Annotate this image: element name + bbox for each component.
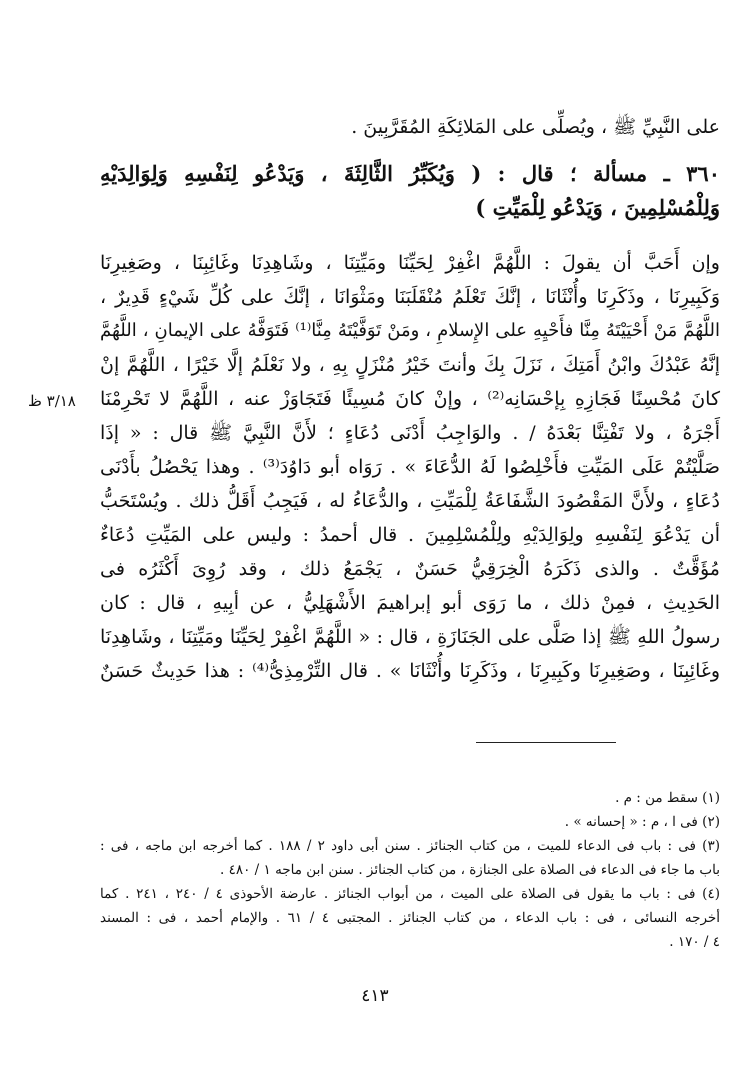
issue-heading-line-2: وَلِلْمُسْلِمِينَ ، وَيَدْعُو لِلْمَيِّتِ ) (475, 195, 720, 220)
text-line-1: على النَّبِيِّ ﷺ ، ويُصلِّى على المَلائِكَةِ المُقَرَّبِينَ . (351, 116, 720, 138)
text-line-6: اللَّهُمَّ مَنْ أَحْيَيْتَهُ مِنَّا فأَحْيِهِ على الإِسلامِ ، ومَنْ تَوَفَّيْتَهُ مِنَّا⁽¹⁾ فَتَوَفَّهُ على الإيمانِ ، اللَّهُمَّ (100, 320, 720, 341)
text-line-16: وغَائِبِنَا ، وصَغِيرِنَا وكَبِيرِنَا ، وذَكَرِنَا وأُنْثَانَا » . قال التِّرْمِذِىُّ⁽⁴⁾ : هذا حَدِيثٌ حَسَنٌ (100, 660, 720, 682)
text-line-13: مُؤَقَّتٌ . والذى ذَكَرَهُ الْخِرَقِيُّ حَسَنٌ ، يَجْمَعُ ذلك ، وقد رُوِىَ أَكْثَرُه فى (100, 558, 720, 580)
footnote-2: (٢) فى ا ، م : « إحسانه » . (564, 814, 720, 830)
text-line-14: الحَدِيثِ ، فمِنْ ذلك ، ما رَوَى أبو إبراهيمَ الأَشْهَلِيُّ ، عن أبِيهِ ، قال : كان (100, 592, 720, 614)
text-line-11: دُعَاءٍ ، ولأَنَّ المَقْصُودَ الشَّفَاعَةُ لِلْمَيِّتِ ، والدُّعَاءُ له ، فَيَجِبُ أَقَلُّ ذلك . ويُسْتَحَبُّ (100, 490, 720, 512)
footnote-4-line-2: أخرجه النسائى ، فى : باب الدعاء ، من كتاب الجنائز . المجتبى ٤ / ٦١ . والإمام أحمد ، فى : المسند (100, 910, 720, 926)
margin-folio-note: ٣/١٨ ظ (28, 392, 76, 410)
text-line-8: كانَ مُحْسِنًا فَجَازِهِ بِإحْسَانِه⁽²⁾ ، وإنْ كانَ مُسِيئًا فَتَجَاوَزْ عنه ، اللَّهُمَّ لا تَحْرِمْنَا (100, 388, 720, 410)
text-line-9: أَجْرَهُ ، ولا تَفْتِنَّا بَعْدَهُ / . والوَاجِبُ أَدْنَى دُعَاءٍ ؛ لأَنَّ النَّبِيَّ ﷺ قال : « إذَا (100, 422, 720, 444)
text-line-12: أن يَدْعُوَ لِنَفْسِهِ ولِوَالِدَيْهِ ولِلْمُسْلِمِينَ . قال أحمدُ : وليس على المَيِّتِ دُعَاءٌ (100, 524, 720, 546)
footnote-separator (476, 742, 616, 743)
page-number: ٤١٣ (361, 986, 389, 1006)
footnote-4-line-3: ٤ / ١٧٠ . (669, 934, 720, 950)
text-line-5: وَكَبِيرِنَا ، وذَكَرِنَا وأُنْثَانَا ، إنَّكَ تَعْلَمُ مُنْقَلَبَنَا ومَثْوَانَا ، إنَّكَ على كُلِّ شَيْءٍ قَدِيرٌ ، (100, 286, 720, 308)
text-line-15: رسولُ اللهِ ﷺ إذا صَلَّى على الجَنَازَةِ ، قال : « اللَّهُمَّ اغْفِرْ لِحَيِّنَا ومَيِّتِنَا ، وشَاهِدِنَا (100, 626, 720, 648)
footnote-4-line-1: (٤) فى : باب ما يقول فى الصلاة على الميت ، من أبواب الجنائز . عارضة الأحوذى ٤ / ٢٤٠ ، ٢٤١ . كما (100, 886, 720, 902)
footnote-3-line-2: باب ما جاء فى الدعاء فى الصلاة على الجنازة ، من كتاب الجنائز . سنن ابن ماجه ١ / ٤٨٠ . (220, 862, 720, 878)
text-line-4: وإن أَحَبَّ أن يقولَ : اللَّهُمَّ اغْفِرْ لِحَيِّنَا ومَيِّتِنَا ، وشَاهِدِنَا وغَائِبِنَا ، وصَغِيرِنَا (100, 252, 720, 274)
footnote-3-line-1: (٣) فى : باب فى الدعاء للميت ، من كتاب الجنائز . سنن أبى داود ٢ / ١٨٨ . كما أخرجه ابن ماجه ، فى : (100, 838, 720, 854)
footnote-1: (١) سقط من : م . (615, 790, 720, 806)
issue-heading-line-1: ٣٦٠ ـ مسألة ؛ قال : ( وَيُكَبِّرُ الثَّالِثَةَ ، وَيَدْعُو لِنَفْسِهِ وَلِوَالِدَيْهِ (100, 161, 720, 186)
text-line-10: صَلَّيْتُمْ عَلَى المَيِّتِ فأَخْلِصُوا لَهُ الدُّعَاءَ » . رَوَاه أبو دَاوُدَ⁽³⁾ . وهذا يَحْصُلُ بأَدْنَى (100, 456, 720, 478)
text-line-7: إنَّهُ عَبْدُكَ وابْنُ أَمَتِكَ ، نَزَلَ بِكَ وأنتَ خَيْرُ مُنْزَلٍ بِهِ ، ولا نَعْلَمُ إلَّا خَيْرًا ، اللَّهُمَّ إنْ (100, 354, 720, 376)
